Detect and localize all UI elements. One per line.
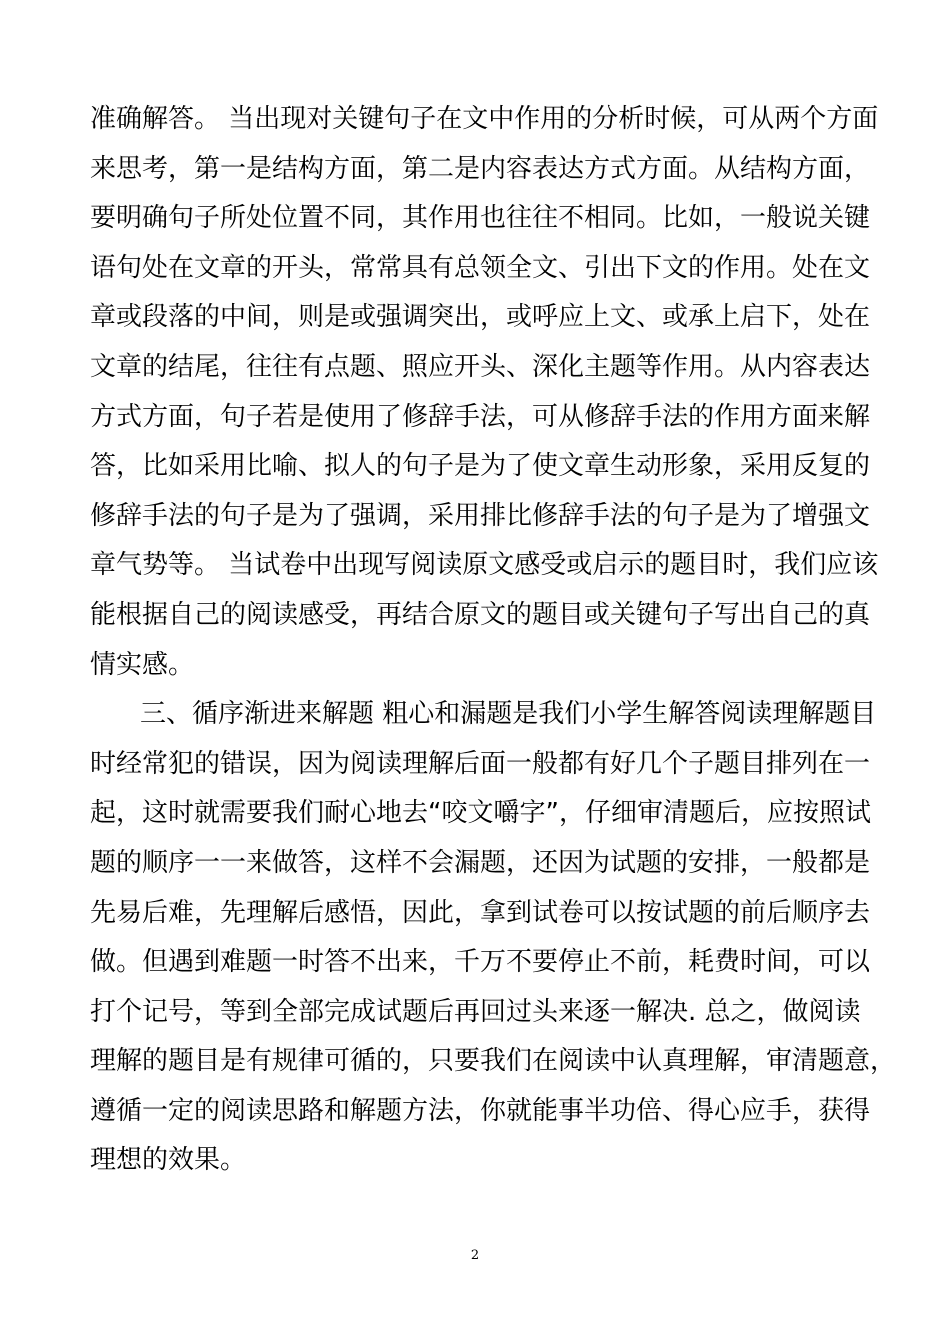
text-line: 起，这时就需要我们耐心地去“咬文嚼字”，仔细审清题后，应按照试	[90, 798, 871, 829]
body-text	[90, 95, 897, 1186]
page-number: 2	[470, 1248, 480, 1263]
section-heading-line: 三、循序渐进来解题 粗心和漏题是我们小学生解答阅读理解题目	[140, 699, 877, 730]
text-line: 答，比如采用比喻、拟人的句子是为了使文章生动形象，采用反复的	[90, 451, 871, 482]
text-line: 理解的题目是有规律可循的，只要我们在阅读中认真理解，审清题意，	[90, 1046, 897, 1077]
text-line: 做。但遇到难题一时答不出来，千万不要停止不前，耗费时间，可以	[90, 947, 871, 978]
text-line: 情实感。	[90, 649, 195, 680]
text-line: 准确解答。 当出现对关键句子在文中作用的分析时候，可从两个方面	[90, 104, 879, 134]
text-line: 文章的结尾，往往有点题、照应开头、深化主题等作用。从内容表达	[90, 351, 871, 382]
text-line: 能根据自己的阅读感受，再结合原文的题目或关键句子写出自己的真	[90, 599, 871, 630]
text-line: 章气势等。 当试卷中出现写阅读原文感受或启示的题目时，我们应该	[90, 550, 879, 581]
text-line: 理想的效果。	[90, 1145, 247, 1176]
text-line: 题的顺序一一来做答，这样不会漏题，还因为试题的安排，一般都是	[90, 847, 871, 878]
text-line: 打个记号，等到全部完成试题后再回过头来逐一解决. 总之，做阅读	[90, 996, 861, 1027]
text-line: 方式方面，句子若是使用了修辞手法，可从修辞手法的作用方面来解	[90, 401, 871, 432]
text-line: 时经常犯的错误，因为阅读理解后面一般都有好几个子题目排列在一	[90, 748, 871, 779]
text-line: 章或段落的中间，则是或强调突出，或呼应上文、或承上启下，处在	[90, 302, 871, 333]
text-line: 先易后难，先理解后感悟，因此，拿到试卷可以按试题的前后顺序去	[90, 897, 871, 928]
text-line: 遵循一定的阅读思路和解题方法，你就能事半功倍、得心应手，获得	[90, 1095, 871, 1126]
text-line: 修辞手法的句子是为了强调，采用排比修辞手法的句子是为了增强文	[90, 500, 871, 531]
text-line: 语句处在文章的开头，常常具有总领全文、引出下文的作用。处在文	[90, 252, 871, 283]
text-line: 要明确句子所处位置不同，其作用也往往不相同。比如，一般说关键	[90, 203, 871, 234]
text-line: 来思考，第一是结构方面，第二是内容表达方式方面。从结构方面，	[90, 153, 871, 184]
